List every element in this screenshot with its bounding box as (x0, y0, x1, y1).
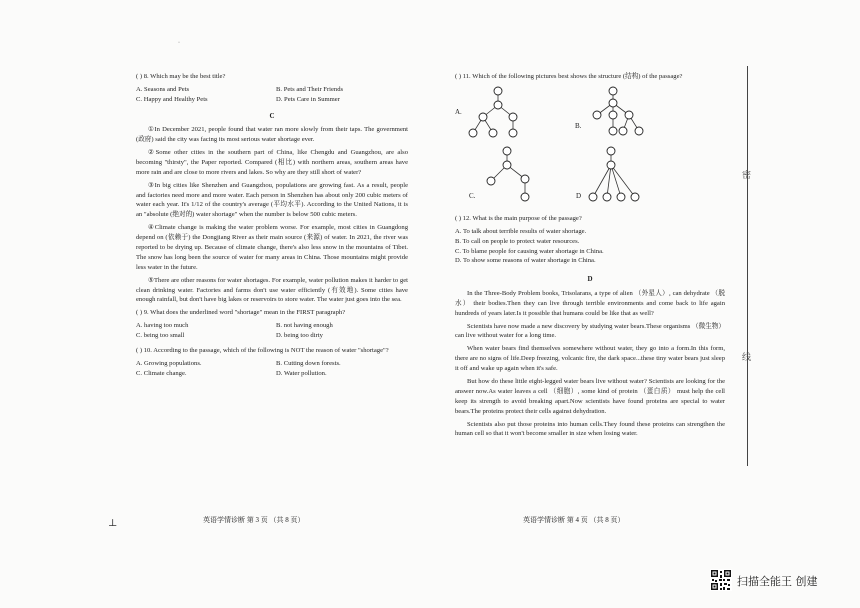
option: C. Climate change. (136, 369, 187, 377)
option: C. To blame people for causing water shortage in China. (455, 247, 604, 255)
question-12-options (455, 227, 725, 267)
paragraph-d5: Scientists also put those proteins into human cells.They found these proteins can strengthen the human cell so that it won't become smaller in size when losing water. (455, 420, 725, 438)
tree-label-b: B. (575, 121, 582, 130)
watermark-text: 扫描全能王 创建 (737, 575, 818, 588)
option: A. Growing populations. (136, 359, 202, 367)
option: D. Pets Care in Summer (276, 95, 340, 103)
paragraph-d2: Scientists have now made a new discovery by studying water bears.These organisms （微生物） can live without water for a long time. (455, 322, 725, 340)
footer-page-4: 英语学情诊断 第 4 页 （共 8 页） (523, 516, 625, 524)
scanner-watermark (710, 569, 850, 593)
paragraph-5: ⑤There are other reasons for water shortages. For example, water pollution makes it harder to get clean drinking water. Factories and farms don't use water efficiently (有效地). Some cities have enough rainfall, but don't have big lakes or reservoirs to store water. The water just goes into the sea. (136, 276, 408, 304)
right-column (455, 72, 725, 442)
paragraph-1: ①In December 2021, people found that water ran more slowly from their taps. The government (政府) said the city was facing its most serious water shortage ever. (136, 126, 408, 144)
option: C. Happy and Healthy Pets (136, 95, 208, 103)
tree-label-c: C. (469, 191, 476, 200)
scan-mark: ⊥ (108, 518, 118, 529)
paragraph-2: ②Some other cities in the southern part of China, like Chengdu and Guangzhou, are also becoming "thirsty", the Paper reported. Compared (相比) with northern areas, southern areas have more rain and are close to more rivers and lakes. So why are they still short of water? (136, 148, 408, 176)
option: A. having too much (136, 322, 189, 330)
option: B. Pets and Their Friends (276, 85, 344, 93)
question-8: ( ) 8. Which may be the best title? (136, 73, 226, 80)
option: B. To call on people to protect water resources. (455, 237, 580, 245)
tree-label-a: A. (455, 107, 462, 116)
option: C. being too small (136, 332, 185, 340)
option: D. To show some reasons of water shortage in China. (455, 257, 596, 265)
binding-line (747, 66, 748, 466)
option: D. being too dirty (276, 332, 323, 340)
question-12: ( ) 12. What is the main purpose of the passage? (455, 214, 582, 222)
question-11: ( ) 11. Which of the following pictures best shows the structure (结构) of the passage? (455, 73, 683, 80)
tree-diagram-a (463, 85, 533, 145)
qr-code-icon (710, 569, 732, 591)
tree-label-d: D (576, 191, 582, 200)
footer-page-3: 英语学情诊断 第 3 页 （共 8 页） (203, 516, 305, 524)
left-column (136, 72, 408, 384)
binding-mark-bottom: 线 (742, 353, 752, 363)
option: D. Water pollution. (276, 369, 327, 377)
structure-diagrams (455, 85, 725, 210)
paragraph-3: ③In big cities like Shenzhen and Guangzhou, populations are growing fast. As a result, people and factories need more and more water. Each person in Shenzhen has about only 200 cubic meters of water each year. It's 1/12 of the country's average (平均水平). According to the United Nations, it is an "absolute (绝对的) water shortage" when the number is below 500 cubic meters. (136, 181, 408, 219)
tree-diagram-b (583, 85, 653, 145)
option: A. Seasons and Pets (136, 85, 190, 93)
paragraph-d3: When water bears find themselves somewhere without water, they go into a form.In this form, there are no signs of life.Deep freezing, volcanic fire, the dark space...these tiny water bears just sleep it off and wake up again when it's safe. (455, 345, 725, 373)
paragraph-4: ④Climate change is making the water problem worse. For example, most cities in Guangdong depend on (依赖于) the Dongjiang River as their main source (来源) of water. In 2021, the river was reported to be drying up. Because of climate change, there's also less snow in the mountains of Tibet. The snow has long been the source of water for many areas in China. Those mountains might provide less water in the future. (136, 224, 408, 271)
option: B. not having enough (276, 322, 333, 330)
scan-dot: · (178, 40, 180, 46)
section-d-title: D (587, 275, 593, 284)
tree-diagram-c (477, 145, 547, 209)
question-10: ( ) 10. According to the passage, which of the following is NOT the reason of water "shortage"? (136, 346, 389, 354)
tree-diagram-d (583, 145, 653, 209)
option: B. Cutting down forests. (276, 359, 341, 367)
question-9-options (136, 321, 408, 341)
binding-mark-top: 密 (742, 171, 752, 181)
option: A. To talk about terrible results of water shortage. (455, 227, 587, 235)
question-9: ( ) 9. What does the underlined word "shortage" mean in the FIRST paragraph? (136, 309, 346, 317)
paragraph-d4: But how do these little eight-legged water bears live without water? Scientists are looking for the answer now.As water leaves a cell （细胞）, some kind of protein （蛋白质） must help the cell keep its strength to avoid breaking apart.Now scientists have found proteins are special to water bears.The proteins protect their cells against dehydration. (455, 377, 725, 415)
question-10-options (136, 359, 408, 379)
paragraph-d1: In the Three-Body Problem books, Trisolarans, a type of alien （外星人）, can dehydrate （脱水） their bodies.Then they can live through terrible environments and come back to life again hundreds of years later.Is it possible that humans could be like that as well? (455, 289, 725, 317)
question-8-options (136, 85, 408, 105)
section-c-title: C (269, 111, 275, 120)
